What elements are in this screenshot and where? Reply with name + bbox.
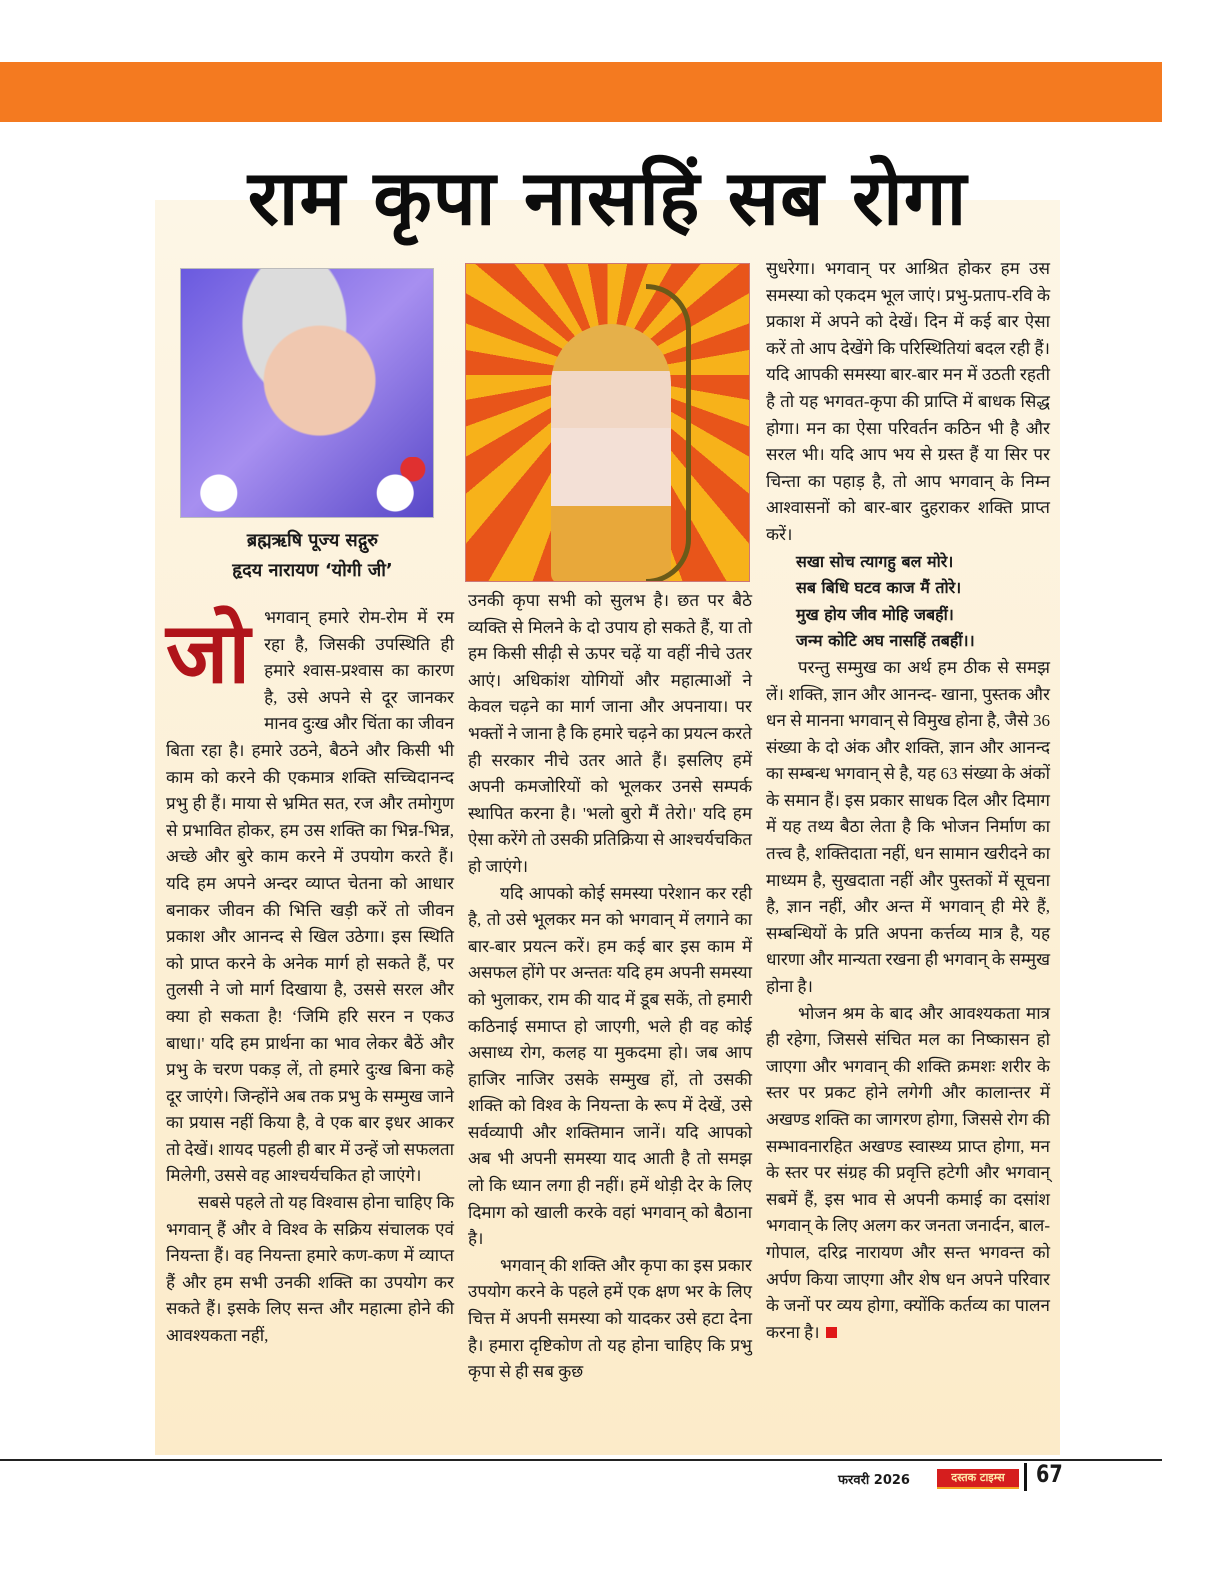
article-column-1: [166, 605, 454, 1350]
page-number: 67: [1036, 1460, 1063, 1488]
verse-line: मुख होय जीव मोहि जबहीं।: [796, 604, 954, 624]
paragraph-text: भगवान् हमारे रोम-रोम में रम रहा है, जिसकी उपस्थिति ही हमारे श्वास-प्रश्वास का कारण है, उसे अपने से दूर जानकर मानव दुःख और चिंता का जीवन बिता रहा है। हमारे उठने, बैठने और किसी भी काम को करने की एकमात्र शक्ति सच्चिदानन्द प्रभु ही हैं। माया से भ्रमित सत, रज और तमोगुण से प्रभावित होकर, हम उस शक्ति का भिन्न-भिन्न, अच्छे और बुरे काम करने में उपयोग करते हैं। यदि हम अपने अन्दर व्याप्त चेतना को आधार बनाकर जीवन की भित्ति खड़ी करें तो जीवन प्रकाश और आनन्द से खिल उठेगा। इस स्थिति को प्राप्त करने के अनेक मार्ग हो सकते हैं, पर तुलसी ने जो मार्ग दिखाया है, उससे सरल और क्या हो सकता है! ‘जिमि हरि सरन न एकउ बाधा।' यदि हम प्रार्थना का भाव लेकर बैठें और प्रभु के चरण पकड़ लें, तो हमारे दुःख बिना कहे दूर जाएंगे। जिन्होंने अब तक प्रभु के सम्मुख जाने का प्रयास नहीं किया है, वे एक बार इधर आकर तो देखें। शायद पहली ही बार में उन्हें जो सफलता मिलेगी, उससे वह आश्चर्यचकित हो जाएंगे।: [166, 608, 454, 1186]
paragraph: [166, 605, 454, 1190]
verse-line: जन्म कोटि अघ नासहिं तबहीं।।: [796, 631, 975, 651]
paragraph: उनकी कृपा सभी को सुलभ है। छत पर बैठे व्यक्ति से मिलने के दो उपाय हो सकते हैं, या तो हम किसी सीढ़ी से ऊपर चढ़ें या वहीं नीचे उतर आएं। अधिकांश योगियों और महात्माओं ने केवल चढ़ने का मार्ग जाना और अपनाया। पर भक्तों ने जाना है कि हमारे चढ़ने का प्रयत्न करते ही सरकार नीचे उतर आते हैं। इसलिए हमें अपनी कमजोरियों को भूलकर उनसे सम्पर्क स्थापित करना है। 'भलो बुरो मैं तेरो।' यदि हम ऐसा करेंगे तो उसकी प्रतिक्रिया से आश्चर्यचकित हो जाएंगे।: [468, 591, 752, 876]
drop-cap: जो: [166, 604, 251, 702]
paragraph: भगवान् की शक्ति और कृपा का इस प्रकार उपयोग करने के पहले हमें एक क्षण भर के लिए चित्त में अपनी समस्या को यादकर उसे हटा देना है। हमारा दृष्टिकोण तो यह होना चाहिए कि प्रभु कृपा से ही सब कुछ: [468, 1255, 752, 1382]
end-mark-icon: [826, 1327, 837, 1338]
paragraph: सुधरेगा। भगवान् पर आश्रित होकर हम उस समस्या को एकदम भूल जाएं। प्रभु-प्रताप-रवि के प्रकाश में अपने को देखें। दिन में कई बार ऐसा करें तो आप देखेंगे कि परिस्थितियां बदल रही हैं। यदि आपकी समस्या बार-बार मन में उठती रहती है तो यह भगवत-कृपा की प्राप्ति में बाधक सिद्ध होगा। मन का ऐसा परिवर्तन कठिन भी है और सरल भी। यदि आप भय से ग्रस्त हैं या सिर पर चिन्ता का पहाड़ है, तो आप भगवान् के निम्न आश्वासनों को बार-बार दुहराकर शक्ति प्राप्त करें।: [766, 259, 1050, 544]
garland-decoration: [181, 457, 433, 517]
paragraph: यदि आपको कोई समस्या परेशान कर रही है, तो उसे भूलकर मन को भगवान् में लगाने का बार-बार प्रयत्न करें। हम कई बार इस काम में असफल होंगे पर अन्ततः यदि हम अपनी समस्या को भुलाकर, राम की याद में डूब सकें, तो हमारी कठिनाई समाप्त हो जाएगी, भले ही वह कोई असाध्य रोग, कलह या मुकदमा हो। जब आप हाजिर नाजिर उसके सम्मुख हों, तो उसकी शक्ति को विश्व के नियन्ता के रूप में देखें, उसे सर्वव्यापी और शक्तिमान जानें। यदि आपको अब भी अपनी समस्या याद आती है तो समझ लो कि ध्यान लगा ही नहीं। हमें थोड़ी देर के लिए दिमाग को खाली करके वहां भगवान् को बैठाना है।: [468, 883, 752, 1249]
paragraph-text: भोजन श्रम के बाद और आवश्यकता मात्र ही रहेगा, जिससे संचित मल का निष्कासन हो जाएगा और भगवान् की शक्ति क्रमशः शरीर के स्तर पर प्रकट होने लगेगी और कालान्तर में अखण्ड शक्ति का जागरण होगा, जिससे रोग की सम्भावनारहित अखण्ड स्वास्थ्य प्राप्त होगा, मन के स्तर पर संग्रह की प्रवृत्ति हटेगी और भगवान् सबमें हैं, इस भाव से अपनी कमाई का दसांश भगवान् के लिए अलग कर जनता जनार्दन, बाल-गोपाल, दरिद्र नारायण और सन्त भगवन्त को अर्पण किया जाएगा और शेष धन अपने परिवार के जनों पर व्यय होगा, क्योंकि कर्तव्य का पालन करना है।: [766, 1003, 1050, 1342]
author-caption-line: हृदय नारायण ‘योगी जी’: [232, 560, 393, 581]
lord-ram-image: [465, 263, 750, 582]
author-caption: [170, 526, 455, 586]
verse-line: सब बिधि घटव काज मैं तोरे।: [796, 578, 962, 598]
author-photo: [180, 268, 434, 518]
paragraph: सबसे पहले तो यह विश्वास होना चाहिए कि भगवान् हैं और वे विश्व के सक्रिय संचालक एवं नियन्ता हैं। वह नियन्ता हमारे कण-कण में व्याप्त हैं और हम सभी उनकी शक्ति का उपयोग कर सकते हैं। इसके लिए सन्त और महात्मा होने की आवश्यकता नहीं,: [166, 1193, 454, 1346]
paragraph: परन्तु सम्मुख का अर्थ हम ठीक से समझ लें। शक्ति, ज्ञान और आनन्द- खाना, पुस्तक और धन से मानना भगवान् से विमुख होना है, जैसे 36 संख्या के दो अंक और शक्ति, ज्ञान और आनन्द का सम्बन्ध भगवान् से है, यह 63 संख्या के अंकों के समान हैं। इस प्रकार साधक दिल और दिमाग में यह तथ्य बैठा लेता है कि भोजन निर्माण का तत्त्व है, शक्तिदाता नहीं, धन सामान खरीदने का माध्यम है, सुखदाता नहीं और पुस्तकों में सूचना है, ज्ञान नहीं, और अन्त में भगवान् ही मेरे हैं, सम्बन्धियों के प्रति अपना कर्त्तव्य मात्र है, यह धारणा और मान्यता रखना ही भगवान् के सम्मुख होना है।: [766, 657, 1050, 997]
article-title: राम कृपा नासहिं सब रोगा: [247, 153, 968, 242]
magazine-logo: दस्तक टाइम्स: [937, 1469, 1019, 1489]
author-caption-line: ब्रह्मऋषि पूज्य सद्गुरु: [246, 530, 379, 551]
article-column-2: [468, 588, 752, 1386]
paragraph: [766, 1001, 1050, 1347]
bow-icon: [646, 284, 691, 582]
header-accent-bar: [0, 62, 1162, 122]
issue-date: फरवरी 2026: [838, 1473, 910, 1488]
article-column-3: [766, 256, 1050, 1346]
footer-divider: [1024, 1463, 1027, 1491]
footer-rule: [0, 1459, 1162, 1461]
verse-line: सखा सोच त्यागहु बल मोरे।: [796, 551, 954, 571]
